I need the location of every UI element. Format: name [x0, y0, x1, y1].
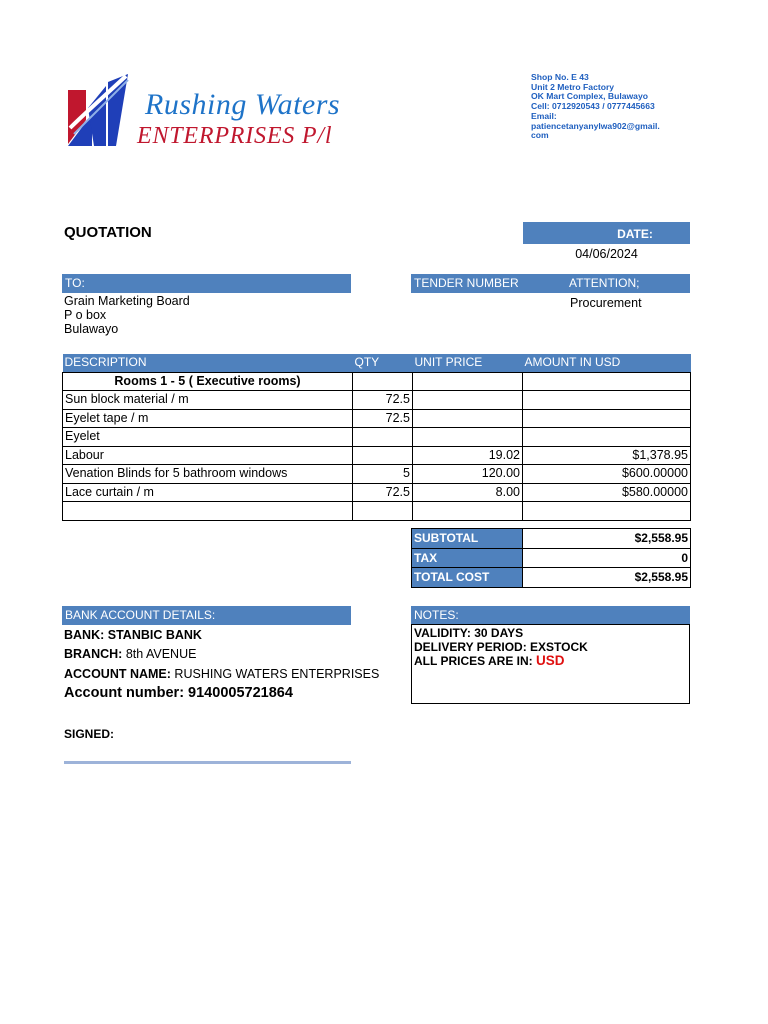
attention-label: ATTENTION;: [569, 276, 640, 290]
attention-value: Procurement: [570, 296, 642, 310]
item-amount: $580.00000: [523, 483, 691, 502]
item-qty: 72.5: [353, 409, 413, 428]
item-description: Labour: [63, 446, 353, 465]
bank-name: BANK: STANBIC BANK: [64, 628, 202, 642]
to-line: Bulawayo: [64, 322, 119, 336]
address-line: Email:: [531, 110, 557, 121]
bank-account-name: ACCOUNT NAME: RUSHING WATERS ENTERPRISES: [64, 667, 380, 681]
item-amount: [523, 409, 691, 428]
item-description: Eyelet: [63, 428, 353, 447]
notes-box: [411, 624, 690, 704]
item-unit-price: [413, 409, 523, 428]
table-row: [63, 409, 691, 428]
bank-details-header: BANK ACCOUNT DETAILS:: [62, 606, 351, 625]
company-name-line2: ENTERPRISES P/l: [137, 123, 333, 149]
item-amount: [523, 428, 691, 447]
item-amount: $600.00000: [523, 465, 691, 484]
subtotal-value: $2,558.95: [523, 529, 691, 549]
item-unit-price: [413, 391, 523, 410]
date-value: 04/06/2024: [575, 247, 638, 261]
notes-header: NOTES:: [411, 606, 690, 625]
tender-number-label: TENDER NUMBER: [414, 276, 519, 290]
col-header-qty: QTY: [353, 354, 413, 372]
address-line: com: [531, 130, 549, 141]
item-unit-price: 19.02: [413, 446, 523, 465]
signature-line: [64, 761, 351, 764]
to-header: TO:: [62, 274, 351, 293]
total-value: $2,558.95: [523, 568, 691, 588]
totals-table: [411, 528, 691, 588]
to-line: Grain Marketing Board: [64, 294, 190, 308]
notes-delivery: DELIVERY PERIOD: EXSTOCK: [414, 640, 588, 654]
notes-prices: ALL PRICES ARE IN: USD: [414, 653, 565, 668]
table-row: [63, 446, 691, 465]
table-row: [63, 391, 691, 410]
company-logo-icon: [66, 74, 132, 148]
company-address: [531, 73, 691, 141]
tender-attention-header: [411, 274, 690, 293]
table-header-row: [63, 354, 691, 372]
notes-validity: VALIDITY: 30 DAYS: [414, 626, 524, 640]
bank-account-number: Account number: 9140005721864: [64, 685, 293, 701]
item-description: Eyelet tape / m: [63, 409, 353, 428]
item-unit-price: 120.00: [413, 465, 523, 484]
item-qty: [353, 428, 413, 447]
item-description: [63, 502, 353, 521]
item-qty: 72.5: [353, 391, 413, 410]
signed-label: SIGNED:: [64, 727, 115, 741]
item-description: Lace curtain / m: [63, 483, 353, 502]
item-amount: [523, 502, 691, 521]
address-line: Cell: 0712920543 / 0777445663: [531, 101, 655, 112]
tax-row: [412, 548, 691, 568]
total-label: TOTAL COST: [412, 568, 523, 588]
to-line: P o box: [64, 308, 107, 322]
section-title: Rooms 1 - 5 ( Executive rooms): [63, 372, 353, 391]
items-table: [62, 354, 691, 521]
col-header-amount: AMOUNT IN USD: [523, 354, 691, 372]
total-row: [412, 568, 691, 588]
address-line: Unit 2 Metro Factory: [531, 81, 615, 92]
item-description: Venation Blinds for 5 bathroom windows: [63, 465, 353, 484]
item-unit-price: [413, 428, 523, 447]
tax-label: TAX: [412, 548, 523, 568]
table-row: [63, 483, 691, 502]
company-name-line1: Rushing Waters: [145, 88, 341, 121]
item-unit-price: [413, 502, 523, 521]
item-qty: 72.5: [353, 483, 413, 502]
item-amount: [523, 391, 691, 410]
document-title: QUOTATION: [64, 224, 152, 241]
tax-value: 0: [523, 548, 691, 568]
item-description: Sun block material / m: [63, 391, 353, 410]
address-line: OK Mart Complex, Bulawayo: [531, 91, 648, 102]
address-line: patiencetanyanylwa902@gmail.: [531, 120, 660, 131]
table-row: [63, 428, 691, 447]
item-amount: $1,378.95: [523, 446, 691, 465]
col-header-description: DESCRIPTION: [63, 354, 353, 372]
date-label: DATE:: [523, 222, 690, 244]
col-header-unit-price: UNIT PRICE: [413, 354, 523, 372]
table-row: [63, 502, 691, 521]
address-line: Shop No. E 43: [531, 72, 589, 82]
currency-value: USD: [536, 653, 565, 668]
bank-branch: BRANCH: 8th AVENUE: [64, 647, 197, 661]
item-qty: [353, 446, 413, 465]
table-row: [63, 465, 691, 484]
subtotal-label: SUBTOTAL: [412, 529, 523, 549]
subtotal-row: [412, 529, 691, 549]
item-unit-price: 8.00: [413, 483, 523, 502]
item-qty: [353, 502, 413, 521]
item-qty: 5: [353, 465, 413, 484]
table-section-row: [63, 372, 691, 391]
